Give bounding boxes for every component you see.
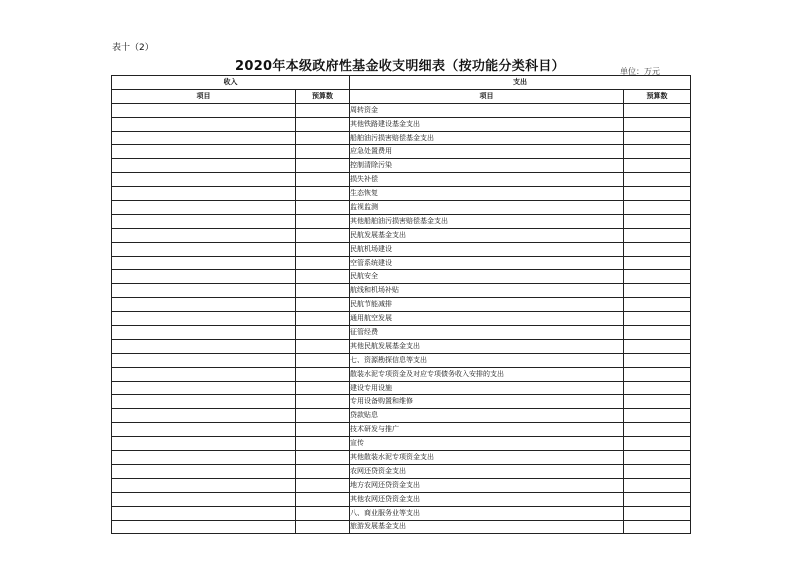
table-row (112, 312, 691, 326)
table-row (112, 187, 691, 201)
income-budget-cell (296, 284, 350, 298)
table-row (112, 173, 691, 187)
income-budget-cell (296, 409, 350, 423)
unit-label: 单位：万元 (620, 67, 660, 76)
income-item-cell (112, 228, 296, 242)
income-item-cell (112, 423, 296, 437)
income-budget-cell (296, 353, 350, 367)
income-budget-cell (296, 145, 350, 159)
expenditure-budget-cell (624, 159, 691, 173)
expenditure-item-cell: 贷款贴息 (350, 409, 624, 423)
income-item-cell (112, 339, 296, 353)
table-row (112, 339, 691, 353)
income-budget-cell (296, 423, 350, 437)
income-item-cell (112, 409, 296, 423)
income-budget-cell (296, 451, 350, 465)
income-budget-cell (296, 159, 350, 173)
income-item-cell (112, 131, 296, 145)
expenditure-item-cell: 地方农网还贷资金支出 (350, 478, 624, 492)
income-item-cell (112, 506, 296, 520)
income-item-cell (112, 145, 296, 159)
expenditure-budget-cell (624, 312, 691, 326)
expenditure-item-cell: 周转资金 (350, 103, 624, 117)
income-item-cell (112, 103, 296, 117)
income-item-cell (112, 312, 296, 326)
expenditure-budget-cell (624, 367, 691, 381)
table-row (112, 464, 691, 478)
expenditure-item-cell: 船舶油污损害赔偿基金支出 (350, 131, 624, 145)
expenditure-budget-cell (624, 451, 691, 465)
expenditure-item-cell: 控制清除污染 (350, 159, 624, 173)
table-row (112, 492, 691, 506)
expenditure-budget-cell (624, 478, 691, 492)
income-item-cell (112, 201, 296, 215)
income-item-cell (112, 437, 296, 451)
table-row (112, 478, 691, 492)
income-item-cell (112, 159, 296, 173)
income-item-cell (112, 492, 296, 506)
table-row (112, 326, 691, 340)
expenditure-item-cell: 通用航空发展 (350, 312, 624, 326)
table-row (112, 437, 691, 451)
income-budget-cell (296, 201, 350, 215)
table-row (112, 367, 691, 381)
income-budget-cell (296, 117, 350, 131)
table-row (112, 520, 691, 534)
income-item-cell (112, 367, 296, 381)
table-row (112, 284, 691, 298)
expenditure-item-cell: 散装水泥专项资金及对应专项债务收入安排的支出 (350, 367, 624, 381)
income-item-cell (112, 214, 296, 228)
expenditure-budget-cell (624, 242, 691, 256)
table-row (112, 381, 691, 395)
table-row (112, 298, 691, 312)
expenditure-budget-cell (624, 381, 691, 395)
income-budget-cell (296, 228, 350, 242)
income-budget-cell (296, 326, 350, 340)
expenditure-budget-cell (624, 214, 691, 228)
expenditure-budget-header: 预算数 (624, 89, 691, 103)
expenditure-budget-cell (624, 228, 691, 242)
expenditure-budget-cell (624, 520, 691, 534)
expenditure-budget-cell (624, 506, 691, 520)
income-item-cell (112, 451, 296, 465)
table-row (112, 506, 691, 520)
expenditure-item-cell: 其他农网还贷资金支出 (350, 492, 624, 506)
income-item-header: 项目 (112, 89, 296, 103)
expenditure-item-cell: 航线和机场补贴 (350, 284, 624, 298)
expenditure-item-cell: 民航发展基金支出 (350, 228, 624, 242)
income-budget-cell (296, 187, 350, 201)
expenditure-item-cell: 其他民航发展基金支出 (350, 339, 624, 353)
expenditure-item-cell: 监视监测 (350, 201, 624, 215)
income-item-cell (112, 326, 296, 340)
expenditure-item-cell: 农网还贷资金支出 (350, 464, 624, 478)
expenditure-item-cell: 空管系统建设 (350, 256, 624, 270)
income-budget-cell (296, 478, 350, 492)
income-budget-cell (296, 464, 350, 478)
expenditure-item-cell: 七、资源勘探信息等支出 (350, 353, 624, 367)
expenditure-budget-cell (624, 353, 691, 367)
expenditure-budget-cell (624, 187, 691, 201)
income-budget-cell (296, 520, 350, 534)
expenditure-budget-cell (624, 284, 691, 298)
expenditure-item-cell: 技术研发与推广 (350, 423, 624, 437)
income-budget-cell (296, 437, 350, 451)
table-row (112, 201, 691, 215)
income-item-cell (112, 298, 296, 312)
section-header-row (112, 76, 691, 90)
income-item-cell (112, 187, 296, 201)
income-budget-header: 预算数 (296, 89, 350, 103)
table-row (112, 270, 691, 284)
income-budget-cell (296, 173, 350, 187)
income-item-cell (112, 520, 296, 534)
income-budget-cell (296, 270, 350, 284)
expenditure-budget-cell (624, 117, 691, 131)
income-budget-cell (296, 312, 350, 326)
table-row (112, 451, 691, 465)
income-item-cell (112, 478, 296, 492)
page-title: 2020年本级政府性基金收支明细表（按功能分类科目） (235, 59, 565, 74)
table-row (112, 423, 691, 437)
table-row (112, 159, 691, 173)
income-item-cell (112, 256, 296, 270)
income-item-cell (112, 353, 296, 367)
income-item-cell (112, 464, 296, 478)
table-row (112, 117, 691, 131)
expenditure-budget-cell (624, 256, 691, 270)
expenditure-item-header: 项目 (350, 89, 624, 103)
expenditure-item-cell: 民航节能减排 (350, 298, 624, 312)
income-budget-cell (296, 214, 350, 228)
expenditure-item-cell: 民航机场建设 (350, 242, 624, 256)
expenditure-item-cell: 生态恢复 (350, 187, 624, 201)
expenditure-budget-cell (624, 326, 691, 340)
expenditure-item-cell: 征管经费 (350, 326, 624, 340)
expenditure-budget-cell (624, 103, 691, 117)
expenditure-item-cell: 应急处置费用 (350, 145, 624, 159)
income-budget-cell (296, 381, 350, 395)
table-row (112, 353, 691, 367)
table-row (112, 131, 691, 145)
expenditure-item-cell: 损失补偿 (350, 173, 624, 187)
income-budget-cell (296, 242, 350, 256)
expenditure-item-cell: 其他铁路建设基金支出 (350, 117, 624, 131)
expenditure-section-header: 支出 (350, 76, 691, 90)
table-row (112, 242, 691, 256)
income-item-cell (112, 117, 296, 131)
income-item-cell (112, 284, 296, 298)
budget-table (111, 75, 691, 534)
expenditure-budget-cell (624, 492, 691, 506)
column-header-row (112, 89, 691, 103)
income-budget-cell (296, 395, 350, 409)
expenditure-budget-cell (624, 437, 691, 451)
income-budget-cell (296, 131, 350, 145)
table-number: 表十（2） (112, 43, 154, 53)
expenditure-item-cell: 其他散装水泥专项资金支出 (350, 451, 624, 465)
expenditure-budget-cell (624, 131, 691, 145)
expenditure-budget-cell (624, 145, 691, 159)
income-item-cell (112, 242, 296, 256)
income-budget-cell (296, 367, 350, 381)
expenditure-budget-cell (624, 464, 691, 478)
income-item-cell (112, 381, 296, 395)
expenditure-budget-cell (624, 201, 691, 215)
expenditure-item-cell: 建设专用设施 (350, 381, 624, 395)
table-row (112, 214, 691, 228)
income-item-cell (112, 173, 296, 187)
table-row (112, 409, 691, 423)
income-budget-cell (296, 103, 350, 117)
table-row (112, 395, 691, 409)
expenditure-budget-cell (624, 173, 691, 187)
income-budget-cell (296, 492, 350, 506)
expenditure-budget-cell (624, 395, 691, 409)
income-item-cell (112, 270, 296, 284)
expenditure-item-cell: 旅游发展基金支出 (350, 520, 624, 534)
table-row (112, 256, 691, 270)
expenditure-budget-cell (624, 339, 691, 353)
expenditure-item-cell: 宣传 (350, 437, 624, 451)
table-row (112, 103, 691, 117)
expenditure-item-cell: 八、商业服务业等支出 (350, 506, 624, 520)
expenditure-budget-cell (624, 409, 691, 423)
expenditure-budget-cell (624, 270, 691, 284)
income-section-header: 收入 (112, 76, 350, 90)
expenditure-item-cell: 民航安全 (350, 270, 624, 284)
table-row (112, 145, 691, 159)
income-budget-cell (296, 298, 350, 312)
expenditure-budget-cell (624, 298, 691, 312)
income-item-cell (112, 395, 296, 409)
income-budget-cell (296, 339, 350, 353)
income-budget-cell (296, 256, 350, 270)
expenditure-item-cell: 其他船舶油污损害赔偿基金支出 (350, 214, 624, 228)
expenditure-budget-cell (624, 423, 691, 437)
expenditure-item-cell: 专用设备购置和维修 (350, 395, 624, 409)
table-row (112, 228, 691, 242)
income-budget-cell (296, 506, 350, 520)
